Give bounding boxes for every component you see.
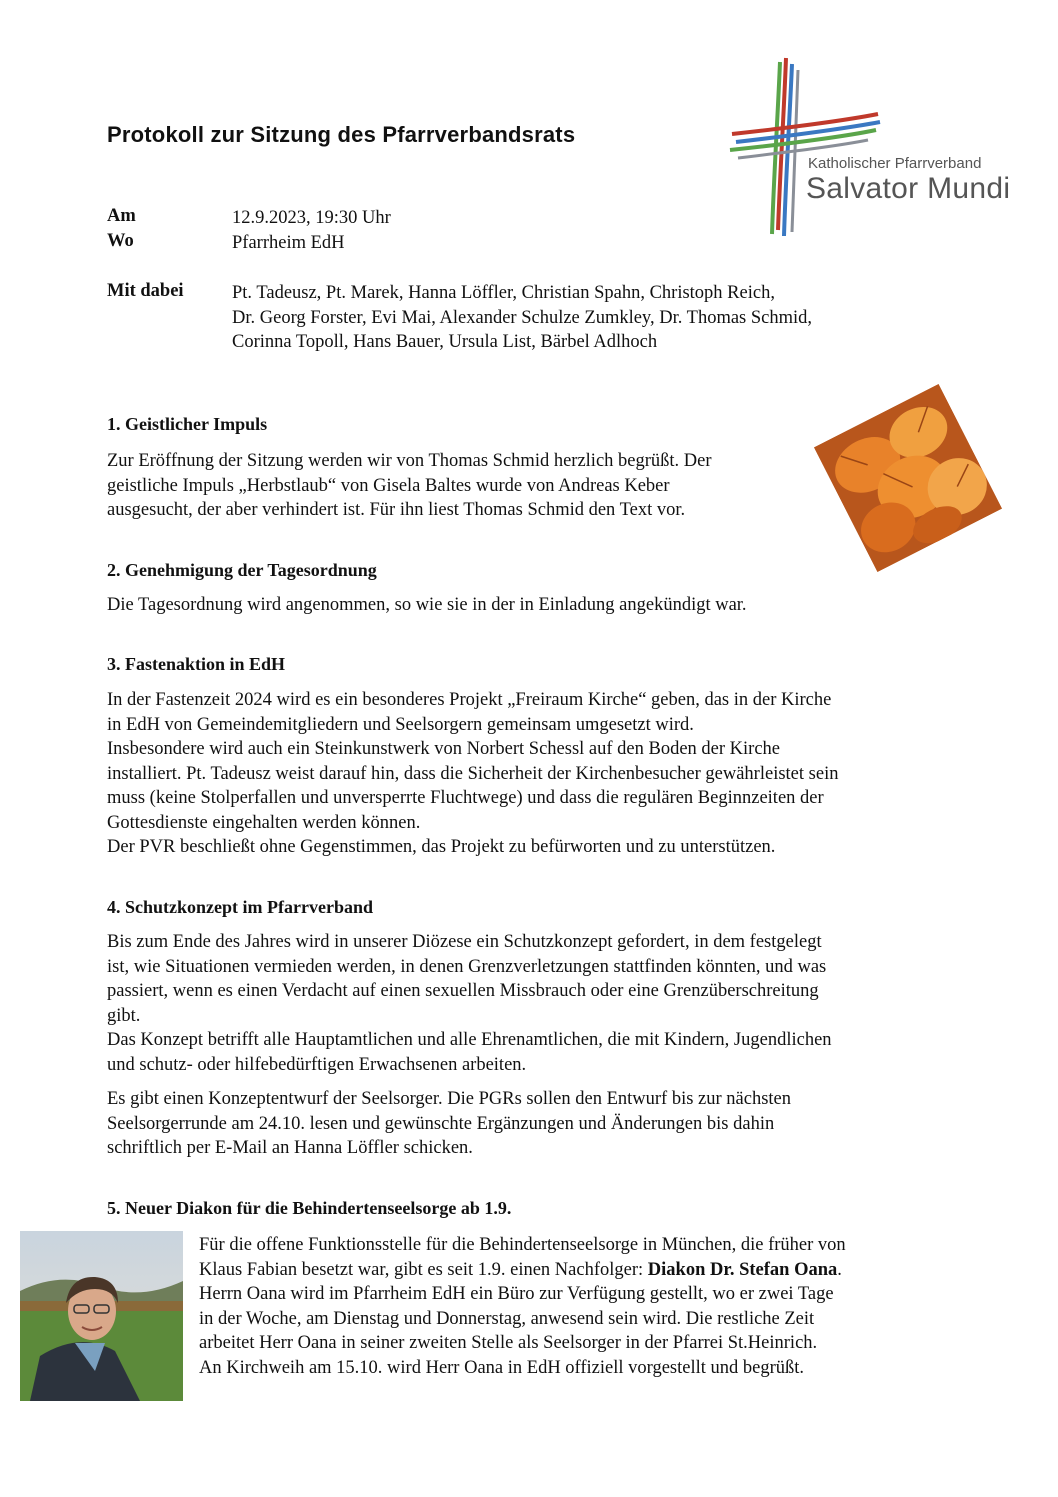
wo-value: Pfarrheim EdH [232, 233, 345, 253]
text-line: in der Woche, am Dienstag und Donnerstag, anwesend sein wird. Die restliche Zeit [199, 1308, 815, 1329]
section-1-heading: 1. Geistlicher Impuls [107, 414, 268, 434]
deacon-name: Diakon Dr. Stefan Oana [647, 1259, 838, 1280]
mitdabei-line: Corinna Topoll, Hans Bauer, Ursula List, Bärbel Adlhoch [232, 332, 658, 352]
section-4-body-2 [107, 1087, 791, 1161]
mitdabei-list [232, 281, 812, 355]
section-5-heading: 5. Neuer Diakon für die Behindertenseelsorge ab 1.9. [107, 1198, 512, 1218]
text-line: Die Tagesordnung wird angenommen, so wie sie in der in Einladung angekündigt war. [107, 595, 747, 615]
logo-subtitle: Katholischer Pfarrverband [808, 155, 982, 172]
text-line: Das Konzept betrifft alle Hauptamtlichen und alle Ehrenamtlichen, die mit Kindern, Jugendlichen [107, 1030, 832, 1050]
wo-label: Wo [107, 231, 134, 251]
text-line: gibt. [107, 1005, 141, 1026]
section-4-body [107, 930, 832, 1077]
text-line [199, 1258, 846, 1283]
text-line: Bis zum Ende des Jahres wird in unserer Diözese ein Schutzkonzept gefordert, in dem festgelegt [107, 932, 822, 952]
autumn-leaves-icon [814, 384, 1002, 572]
text-line: geistliche Impuls „Herbstlaub“ von Gisela Baltes wurde von Andreas Keber [107, 475, 670, 496]
am-value: 12.9.2023, 19:30 Uhr [232, 208, 391, 228]
text-line: Herrn Oana wird im Pfarrheim EdH ein Büro zur Verfügung gestellt, wo er zwei Tage [199, 1284, 834, 1304]
text-line: Gottesdienste eingehalten werden können. [107, 812, 421, 833]
text-line: muss (keine Stolperfallen und unversperrte Fluchtwege) und dass die regulären Beginnzeiten der [107, 788, 824, 808]
text-line: Zur Eröffnung der Sitzung werden wir von Thomas Schmid herzlich begrüßt. Der [107, 451, 712, 471]
text-line: Seelsorgerrunde am 24.10. lesen und gewünschte Ergänzungen und Änderungen bis dahin [107, 1113, 775, 1134]
text-line: Insbesondere wird auch ein Steinkunstwerk von Norbert Schessl auf den Boden der Kirche [107, 739, 781, 759]
text-line: ist, wie Situationen vermieden werden, in denen Grenzverletzungen stattfinden könnten, und was [107, 956, 827, 977]
mitdabei-line: Pt. Tadeusz, Pt. Marek, Hanna Löffler, Christian Spahn, Christoph Reich, [232, 283, 775, 303]
section-2-body [107, 593, 747, 618]
text-line: in EdH von Gemeindemitgliedern und Seelsorgern gemeinsam umgesetzt wird. [107, 714, 694, 735]
text-line: arbeitet Herr Oana in seiner zweiten Stelle als Seelsorger in der Pfarrei St.Heinrich. [199, 1333, 818, 1353]
text-line: An Kirchweih am 15.10. wird Herr Oana in EdH offiziell vorgestellt und begrüßt. [199, 1357, 805, 1378]
cross-logo-icon [728, 52, 1028, 242]
text-line: Es gibt einen Konzeptentwurf der Seelsorger. Die PGRs sollen den Entwurf bis zur nächsten [107, 1089, 792, 1109]
section-4-heading: 4. Schutzkonzept im Pfarrverband [107, 897, 373, 917]
text-line: schriftlich per E-Mail an Hanna Löffler schicken. [107, 1138, 473, 1158]
section-2-heading: 2. Genehmigung der Tagesordnung [107, 560, 377, 580]
text-line: In der Fastenzeit 2024 wird es ein besonderes Projekt „Freiraum Kirche“ geben, das in der Kirche [107, 690, 832, 710]
logo-name: Salvator Mundi [806, 172, 1011, 205]
text-line: Der PVR beschließt ohne Gegenstimmen, das Projekt zu befürworten und zu unterstützen. [107, 837, 776, 857]
section-3-body [107, 688, 838, 860]
text-line: ausgesucht, der aber verhindert ist. Für ihn liest Thomas Schmid den Text vor. [107, 500, 686, 520]
text-line: passiert, wenn es einen Verdacht auf einen sexuellen Missbrauch oder eine Grenzüberschreitung [107, 981, 819, 1001]
text-line: Für die offene Funktionsstelle für die Behindertenseelsorge in München, die früher von [199, 1235, 846, 1255]
text-segment: . [837, 1259, 842, 1280]
section-1-body [107, 449, 712, 523]
am-label: Am [107, 206, 136, 226]
text-line: und schutz- oder hilfebedürftigen Erwachsenen arbeiten. [107, 1054, 527, 1075]
section-5-body [199, 1233, 846, 1380]
text-segment: Klaus Fabian besetzt war, gibt es seit 1.9. einen Nachfolger: [199, 1259, 648, 1280]
person-portrait-icon [20, 1231, 183, 1401]
page-title: Protokoll zur Sitzung des Pfarrverbandsrats [107, 122, 576, 147]
mitdabei-line: Dr. Georg Forster, Evi Mai, Alexander Schulze Zumkley, Dr. Thomas Schmid, [232, 307, 813, 328]
section-3-heading: 3. Fastenaktion in EdH [107, 654, 286, 674]
text-line: installiert. Pt. Tadeusz weist darauf hin, dass die Sicherheit der Kirchenbesucher gewährleistet sein [107, 763, 839, 784]
mitdabei-label: Mit dabei [107, 281, 184, 301]
